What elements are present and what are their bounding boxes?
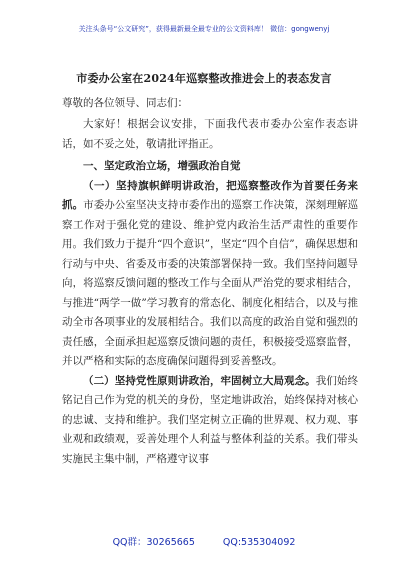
intro-paragraph: 大家好！根据会议安排，下面我代表市委办公室作表态讲话，如不妥之处，敬请批评指正。	[62, 118, 358, 150]
item-2-text: 我们始终铭记自己作为党的机关的身份，坚定地讲政治，始终保持对核心的忠诚、支持和维护。我们坚定树立正确的世界观、权力观、事业观和政绩观，妥善处理个人利益与整体利益的关系。我们带头实施民主集中制，严格遵守议事	[62, 374, 359, 465]
section-heading: 一、坚定政治立场，增强政治自觉	[83, 160, 241, 172]
document-title: 市委办公室在2024年巡察整改推进会上的表态发言	[76, 72, 332, 85]
header-banner: 关注头条号“公文研究”，获得最新最全最专业的公文资料库！ 微信：gongwenyj	[78, 25, 330, 33]
item-2-lead: （二）坚持党性原则讲政治，牢固树立大局观念。	[83, 374, 316, 387]
paragraph-item-1	[62, 177, 358, 372]
footer-qq: QQ:535304092	[222, 537, 296, 548]
item-1-text: 市委办公室坚决支持市委作出的巡察工作决策，深刻理解巡察工作对于强化党的建设、维护党内政治生活严肃性的重要作用。我们致力于提升“四个意识”，坚定“四个自信”，确保思想和行动与中央、省委及市委的决策部署保持一致。我们坚持问题导向，将巡察反馈问题的整改工作与全面从严治党的要求相结合，与推进“两学一做”学习教育的常态化、制度化相结合，以及与推动全市各项事业的发展相结合。我们以高度的政治自觉和强烈的责任感，全面承担起巡察反馈问题的责任，积极接受巡察监督，并以严格和实际的态度确保问题得到妥善整改。	[62, 199, 359, 367]
footer-contact	[0, 534, 408, 548]
document-body	[62, 115, 358, 469]
item-1-lead: （一）坚持旗帜鲜明讲政治，把巡察整改作为首要任务来抓。	[62, 179, 358, 211]
paragraph-item-2	[62, 372, 358, 470]
salutation: 尊敬的各位领导、同志们：	[62, 97, 188, 109]
footer-qq-group: QQ群：30265665	[112, 537, 195, 548]
